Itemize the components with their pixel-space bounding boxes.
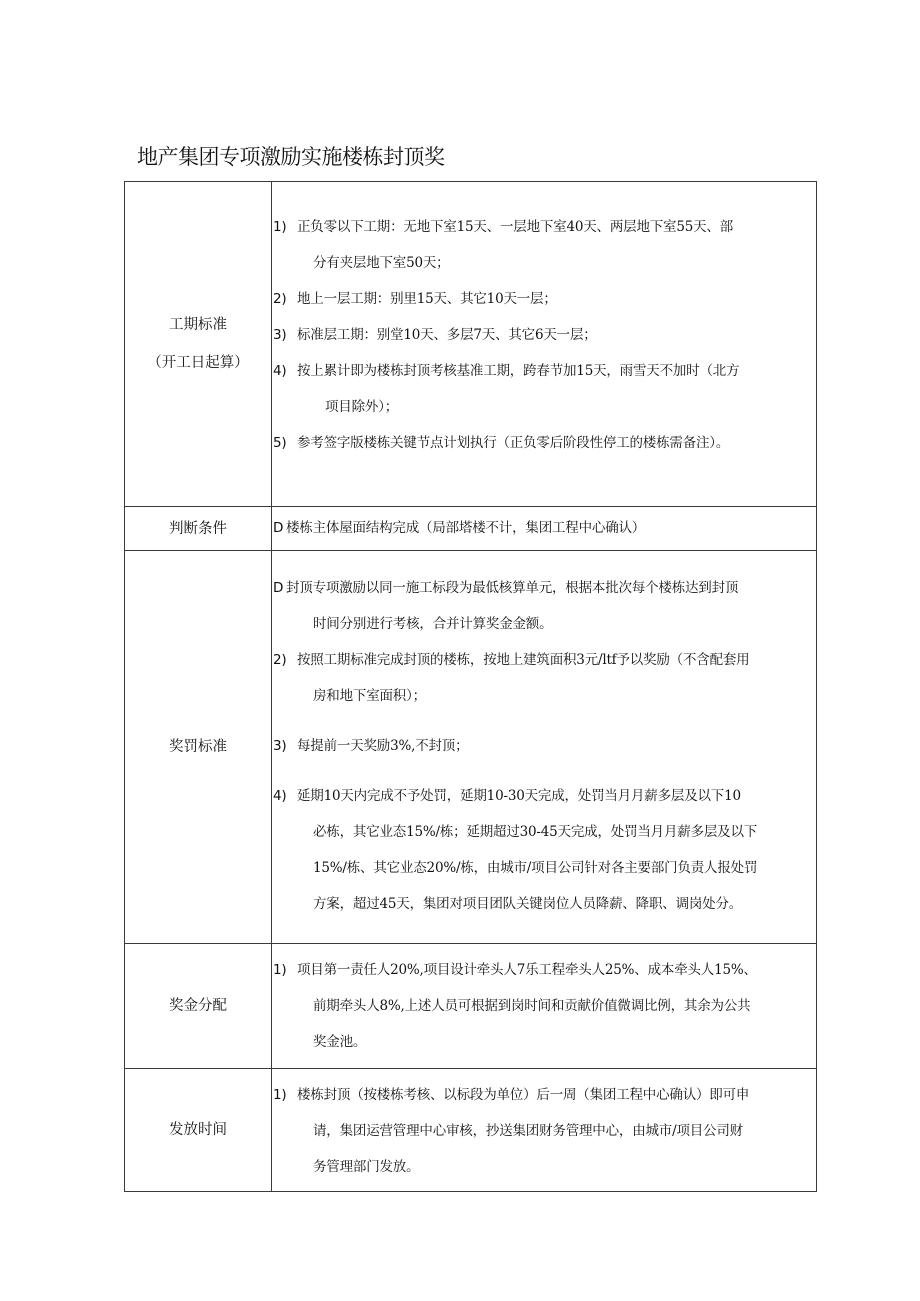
item-text-continued: 请，集团运营管理中心审核，抄送集团财务管理中心，由城市/项目公司财	[313, 1123, 743, 1139]
item-text: 标准层工期：别堂10天、多层7天、其它6天一层；	[297, 327, 597, 343]
item-number: 3)	[273, 738, 287, 754]
list-item	[272, 281, 814, 317]
item-text: 项目第一责任人20%,项目设计牵头人7乐工程牵头人25%、成本牵头人15%、	[297, 962, 757, 978]
table-row-reward-penalty	[125, 551, 817, 944]
item-number: D	[273, 520, 284, 536]
table-row-judgement-condition	[125, 507, 817, 551]
item-text: 封顶专项激励以同一施工标段为最低核算单元，根据本批次每个楼栋达到封顶	[286, 580, 739, 596]
item-text: 按上累计即为楼栋封顶考核基准工期，跨春节加15天，雨雪天不加时（北方	[297, 363, 740, 379]
item-number: 1)	[273, 962, 287, 978]
row-label-schedule-standard	[125, 182, 272, 507]
list-item	[272, 507, 814, 550]
item-text-continued: 方案，超过45天，集团对项目团队关键岗位人员降薪、降职、调岗处分。	[313, 896, 743, 912]
item-number: 2)	[273, 652, 287, 668]
row-label-line: 发放时间	[169, 1122, 227, 1138]
row-label-line: 奖金分配	[169, 998, 227, 1014]
row-content-reward-penalty	[272, 551, 817, 944]
row-label-line: 工期标准	[169, 317, 227, 333]
row-label-judgement-condition	[125, 507, 272, 551]
policy-table	[124, 181, 817, 1192]
row-label-release-time	[125, 1069, 272, 1192]
item-number: 1)	[273, 1087, 287, 1103]
item-number: 4)	[273, 788, 287, 804]
item-text-continued: 务管理部门发放。	[313, 1159, 420, 1175]
item-text: 楼栋主体屋面结构完成（局部塔楼不计，集团工程中心确认）	[286, 520, 646, 536]
table-row-release-time	[125, 1069, 817, 1192]
row-content-bonus-allocation	[272, 944, 817, 1069]
item-text-continued: 奖金池。	[313, 1034, 367, 1050]
document-title: 地产集团专项激励实施楼栋封顶奖	[137, 145, 445, 169]
row-content-schedule-standard	[272, 182, 817, 507]
list-item	[272, 570, 814, 642]
spacer	[272, 764, 814, 778]
table-row-bonus-allocation	[125, 944, 817, 1069]
item-text: 参考签字版楼栋关键节点计划执行（正负零后阶段性停工的楼栋需备注）。	[297, 435, 730, 451]
spacer	[272, 714, 814, 728]
list-item	[272, 778, 814, 922]
item-text-continued: 15%/栋、其它业态20%/栋，由城市/项目公司针对各主要部门负责人报处罚	[313, 860, 758, 876]
row-label-line: 奖罚标准	[169, 739, 227, 755]
item-number: 4)	[273, 363, 287, 379]
item-number: 3)	[273, 327, 287, 343]
list-item	[272, 317, 814, 353]
item-text-continued: 时间分别进行考核，合并计算奖金金额。	[313, 616, 553, 632]
item-number: D	[273, 580, 284, 596]
item-text: 每提前一天奖励3%,不封顶；	[297, 738, 469, 754]
row-label-line: 判断条件	[169, 520, 227, 537]
list-item	[272, 952, 814, 1060]
item-text: 楼栋封顶（按楼栋考核、以标段为单位）后一周（集团工程中心确认）即可申	[297, 1087, 750, 1103]
item-text-continued: 项目除外）；	[325, 399, 399, 415]
item-number: 2)	[273, 291, 287, 307]
item-number: 5)	[273, 435, 287, 451]
row-label-line: （开工日起算）	[147, 355, 249, 371]
item-text-continued: 分有夹层地下室50天；	[313, 255, 450, 271]
list-item	[272, 425, 814, 461]
row-content-judgement-condition	[272, 507, 817, 551]
list-item	[272, 353, 814, 425]
row-label-bonus-allocation	[125, 944, 272, 1069]
item-text-continued: 必栋，其它业态15%/栋；延期超过30-45天完成，处罚当月月薪多层及以下	[313, 824, 758, 840]
table-row-schedule-standard	[125, 182, 817, 507]
list-item	[272, 642, 814, 714]
item-text: 延期10天内完成不予处罚，延期10-30天完成，处罚当月月薪多层及以下10	[297, 788, 741, 804]
item-text: 正负零以下工期：无地下室15天、一层地下室40天、两层地下室55天、部	[297, 219, 734, 235]
item-number: 1)	[273, 219, 287, 235]
row-label-reward-penalty	[125, 551, 272, 944]
item-text: 按照工期标准完成封顶的楼栋，按地上建筑面积3元/ltf予以奖励（不含配套用	[297, 652, 750, 668]
list-item	[272, 728, 814, 764]
row-content-release-time	[272, 1069, 817, 1192]
item-text: 地上一层工期：别里15天、其它10天一层；	[297, 291, 557, 307]
list-item	[272, 209, 814, 281]
list-item	[272, 1077, 814, 1185]
item-text-continued: 前期牵头人8%,上述人员可根据到岗时间和贡献价值微调比例，其余为公共	[313, 998, 751, 1014]
item-text-continued: 房和地下室面积）；	[313, 688, 426, 704]
